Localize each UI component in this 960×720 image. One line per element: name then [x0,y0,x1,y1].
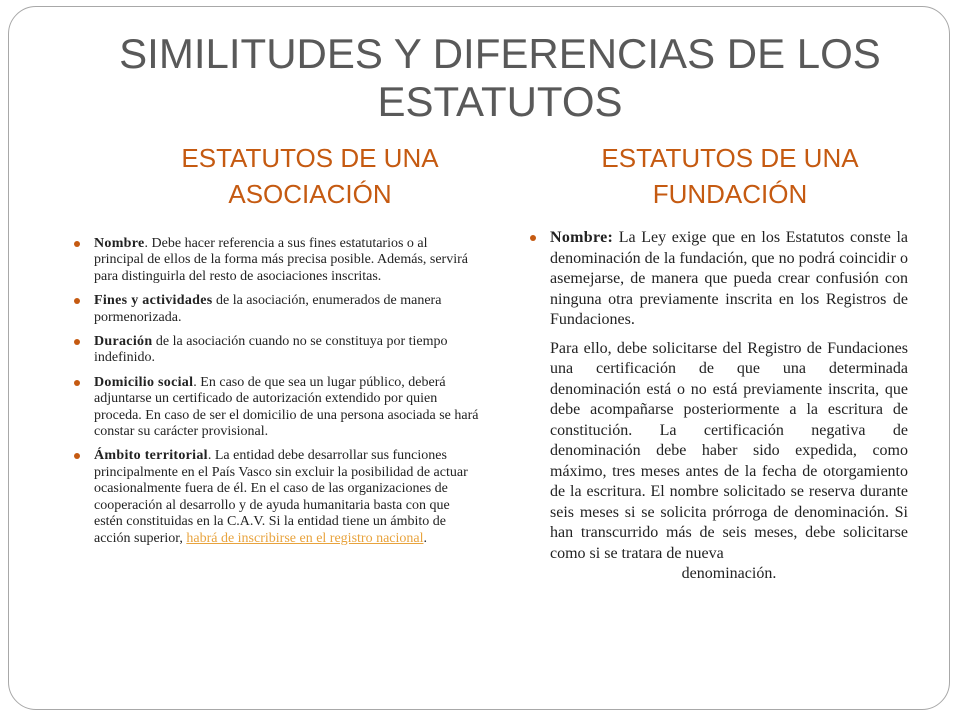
item-text: . La entidad debe desarrollar sus funciones principalmente en el País Vasco sin excluir la posibilidad de actuar ocasionalmente fuera de él. En el caso de las organizaciones de cooperación al desarrollo y de ayuda humanitaria basta con que estén constituidas en la C.A.V. Si la entidad tiene un ámbito de acción superior, [94,448,468,546]
item-paragraph [550,339,908,585]
item-text: La Ley exige que en los Estatutos conste la denominación de la fundación, que no podrá coincidir o asemejarse, de manera que pueda crear confusión con ninguna otra previamente inscrita en los Registros de Fundaciones. [550,229,908,328]
bullet-icon [74,339,80,345]
foundation-list [528,228,908,585]
bullet-icon [74,241,80,247]
slide-title: SIMILITUDES Y DIFERENCIAS DE LOS ESTATUTOS [119,30,881,125]
bullet-icon [74,380,80,386]
list-item-nombre-fundacion [528,228,908,585]
list-item-ambito [72,448,480,546]
list-item-fines [72,293,480,326]
item-text-end: . [423,530,427,546]
item-text: de la asociación, enumerados de manera pormenorizada. [94,293,442,325]
list-item-domicilio [72,375,480,441]
bullet-icon [530,235,536,241]
list-item-nombre [72,236,480,285]
item-term: Nombre: [550,229,614,246]
bullet-icon [74,298,80,304]
item-term: Ámbito territorial [94,448,208,464]
bullet-icon [74,453,80,459]
item-text: de la asociación cuando no se constituya por tiempo indefinido. [94,334,448,366]
item-text: . En caso de que sea un lugar público, deberá adjuntarse un certificado de autorización extendido por quien proceda. En caso de ser el domicilio de una persona asociada se hará constar su carácter provisional. [94,374,479,440]
foundation-heading: ESTATUTOS DE UNA FUNDACIÓN [601,143,859,209]
association-heading: ESTATUTOS DE UNA ASOCIACIÓN [181,143,439,209]
registro-nacional-link[interactable]: habrá de inscribirse en el registro nacional [186,530,424,546]
item-term: Fines y actividades [94,293,213,309]
item-term: Domicilio social [94,374,194,390]
paragraph-last-line: denominación. [681,565,777,582]
list-item-duracion [72,334,480,367]
item-term: Duración [94,334,153,350]
item-term: Nombre [94,236,145,251]
paragraph-text: Para ello, debe solicitarse del Registro de Fundaciones una certificación de que una determinada denominación está o no está previamente inscrita, que debe acompañarse posteriormente a la escritura de constitución. La certificación negativa de denominación debe haber sido expedida, como máximo, tres meses antes de la fecha de otorgamiento de la escritura. El nombre solicitado se reserva durante seis meses si se solicita prórroga de denominación. Si han transcurrido más de seis meses, debe solicitarse como si se tratara de nueva [550,339,908,562]
item-text: . Debe hacer referencia a sus fines estatutarios o al principal de ellos de la forma más precisa posible. Además, servirá para distinguirla del resto de asociaciones inscritas. [94,236,468,284]
association-list [72,236,480,555]
